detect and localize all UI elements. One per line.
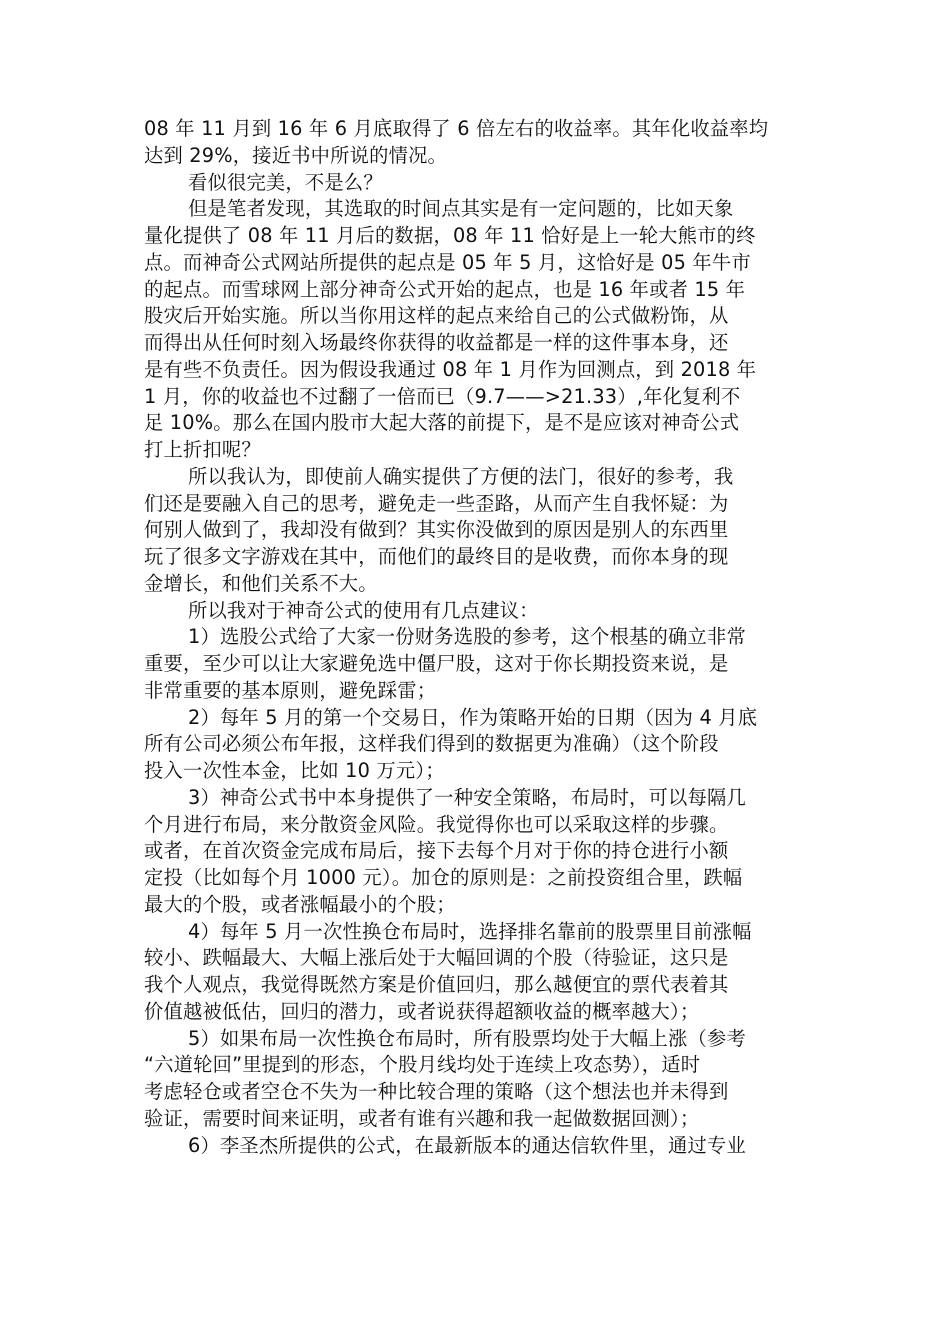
text-line: 或者，在首次资金完成布局后，接下去每个月对于你的持仓进行小额 [144,839,729,863]
text-line: 达到 29%，接近书中所说的情况。 [144,143,448,167]
text-line: 较小、跌幅最大、大幅上涨后处于大幅回调的个股（待验证，这只是 [144,946,729,970]
paragraph-first-line: 所以我认为，即使前人确实提供了方便的法门，很好的参考，我 [188,464,734,488]
text-line: 而得出从任何时刻入场最终你获得的收益都是一样的这件事本身，还 [144,331,729,354]
text-line: “六道轮回”里提到的形态，个股月线均处于连续上攻态势），适时 [144,1053,701,1077]
text-line: 股灾后开始实施。所以当你用这样的起点来给自己的公式做粉饰，从 [144,304,729,328]
paragraph-first-line: 3）神奇公式书中本身提供了一种安全策略，布局时，可以每隔几 [188,785,746,809]
text-line: 点。而神奇公式网站所提供的起点是 05 年 5 月，这恰好是 05 年牛市 [144,250,751,274]
text-line: 08 年 11 月到 16 年 6 月底取得了 6 倍左右的收益率。其年化收益率均 [144,117,769,140]
text-line: 量化提供了 08 年 11 月后的数据，08 年 11 恰好是上一轮大熊市的终 [144,224,756,247]
text-line: 最大的个股，或者涨幅最小的个股； [144,892,456,916]
text-line: 金增长，和他们关系不大。 [144,571,378,595]
text-line: 足 10%。那么在国内股市大起大落的前提下，是不是应该对神奇公式 [144,411,740,435]
text-line: 1 月，你的收益也不过翻了一倍而已（9.7——>21.33）,年化复利不 [144,384,741,408]
document-body-text [144,116,810,1159]
text-line: 个月进行布局，来分散资金风险。我觉得你也可以采取这样的步骤。 [144,812,729,836]
text-line: 定投（比如每个月 1000 元）。加仓的原则是：之前投资组合里，跌幅 [144,866,743,889]
text-line: 非常重要的基本原则，避免踩雷； [144,678,437,702]
text-line: 重要，至少可以让大家避免选中僵尸股，这对于你长期投资来说，是 [144,652,729,675]
text-line: 所有公司必须公布年报，这样我们得到的数据更为准确）（这个阶段 [144,732,719,756]
text-line: 验证，需要时间来证明，或者有谁有兴趣和我一起做数据回测）； [144,1106,700,1130]
text-line: 玩了很多文字游戏在其中，而他们的最终目的是收费，而你本身的现 [144,545,729,568]
paragraph-first-line: 所以我对于神奇公式的使用有几点建议： [188,598,539,622]
text-line: 考虑轻仓或者空仓不失为一种比较合理的策略（这个想法也并未得到 [144,1080,729,1103]
paragraph-first-line: 2）每年 5 月的第一个交易日，作为策略开始的日期（因为 4 月底 [188,705,758,729]
text-line: 们还是要融入自己的思考，避免走一些歪路，从而产生自我怀疑：为 [144,491,729,515]
text-line: 的起点。而雪球网上部分神奇公式开始的起点，也是 16 年或者 15 年 [144,277,746,301]
paragraph-first-line: 5）如果布局一次性换仓布局时，所有股票均处于大幅上涨（参考 [188,1026,746,1050]
paragraph-first-line: 1）选股公式给了大家一份财务选股的参考，这个根基的确立非常 [188,625,746,649]
text-line: 是有些不负责任。因为假设我通过 08 年 1 月作为回测点，到 2018 年 [144,357,757,381]
text-line: 我个人观点，我觉得既然方案是价值回归，那么越便宜的票代表着其 [144,973,729,996]
text-line: 打上折扣呢？ [144,438,261,461]
paragraph-first-line: 4）每年 5 月一次性换仓布局时，选择排名靠前的股票里目前涨幅 [188,919,752,943]
paragraph-first-line: 看似很完美，不是么？ [188,170,383,194]
paragraph-first-line: 6）李圣杰所提供的公式，在最新版本的通达信软件里，通过专业 [188,1133,746,1157]
text-line: 何别人做到了，我却没有做到？其实你没做到的原因是别人的东西里 [144,518,729,542]
text-line: 价值越被低估，回归的潜力，或者说获得超额收益的概率越大）； [144,999,700,1023]
paragraph-first-line: 但是笔者发现，其选取的时间点其实是有一定问题的，比如天象 [188,197,734,221]
text-line: 投入一次性本金，比如 10 万元）； [144,759,445,782]
